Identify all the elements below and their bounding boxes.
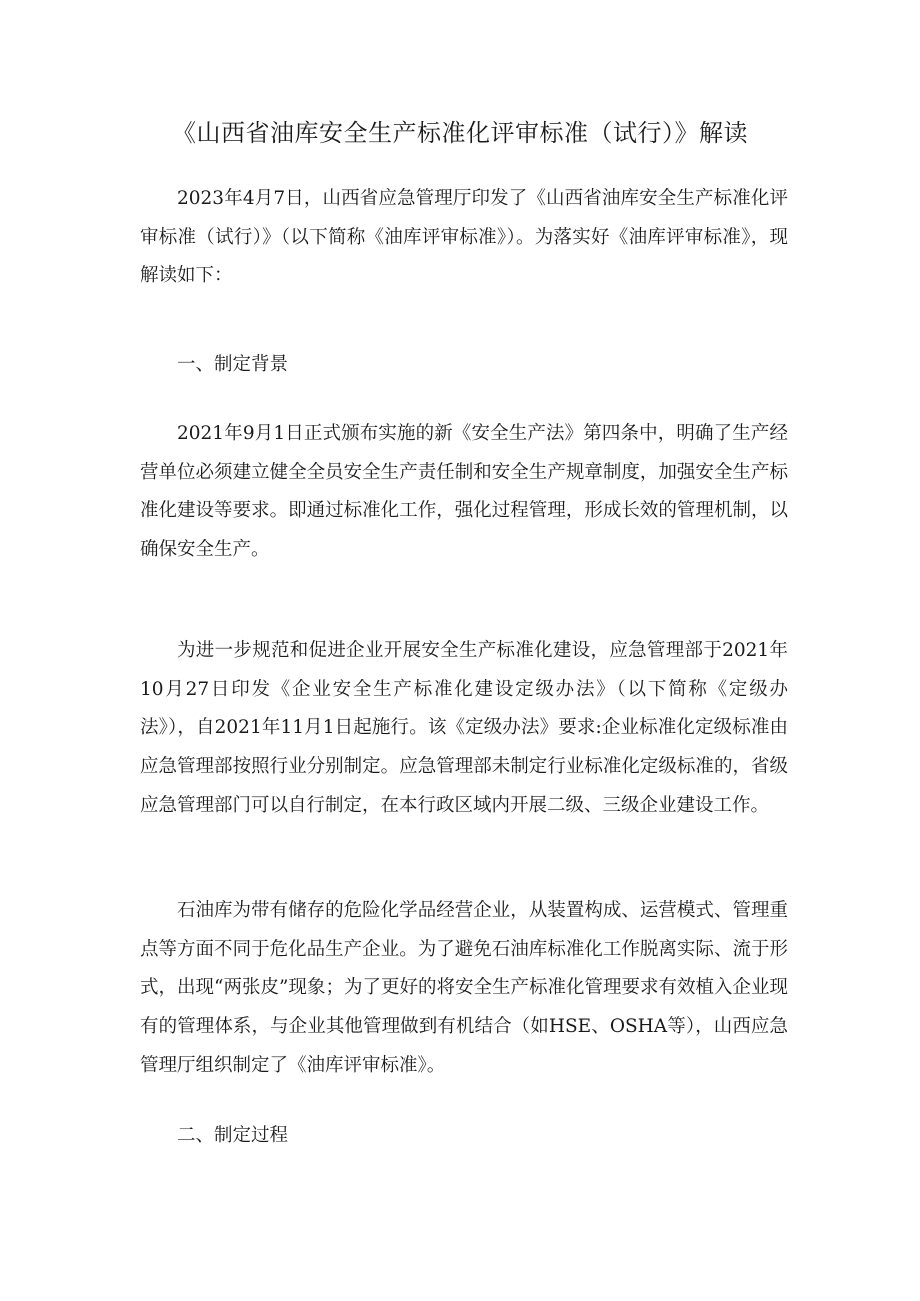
section-heading-background: 一、制定背景 (177, 354, 289, 375)
document-title: 《山西省油库安全生产标准化评审标准（试行）》解读 (172, 119, 748, 147)
intro-paragraph: 2023年4月7日，山西省应急管理厅印发了《山西省油库安全生产标准化评审标准（试行）》（以下简称《油库评审标准》）。为落实好《油库评审标准》，现解读如下： (140, 188, 788, 287)
section-heading-process: 二、制定过程 (177, 1125, 289, 1146)
background-paragraph-1: 2021年9月1日正式颁布实施的新《安全生产法》第四条中，明确了生产经营单位必须建立健全全员安全生产责任制和安全生产规章制度，加强安全生产标准化建设等要求。即通过标准化工作，强化过程管理，形成长效的管理机制，以确保安全生产。 (140, 423, 788, 561)
background-paragraph-3: 石油库为带有储存的危险化学品经营企业，从装置构成、运营模式、管理重点等方面不同于危化品生产企业。为了避免石油库标准化工作脱离实际、流于形式，出现“两张皮”现象；为了更好的将安全生产标准化管理要求有效植入企业现有的管理体系，与企业其他管理做到有机结合（如HSE、OSHA等），山西应急管理厅组织制定了《油库评审标准》。 (140, 900, 788, 1076)
background-paragraph-2: 为进一步规范和促进企业开展安全生产标准化建设，应急管理部于2021年10月27日印发《企业安全生产标准化建设定级办法》（以下简称《定级办法》），自2021年11月1日起施行。该《定级办法》要求:企业标准化定级标准由应急管理部按照行业分别制定。应急管理部未制定行业标准化定级标准的，省级应急管理部门可以自行制定，在本行政区域内开展二级、三级企业建设工作。 (140, 640, 788, 816)
